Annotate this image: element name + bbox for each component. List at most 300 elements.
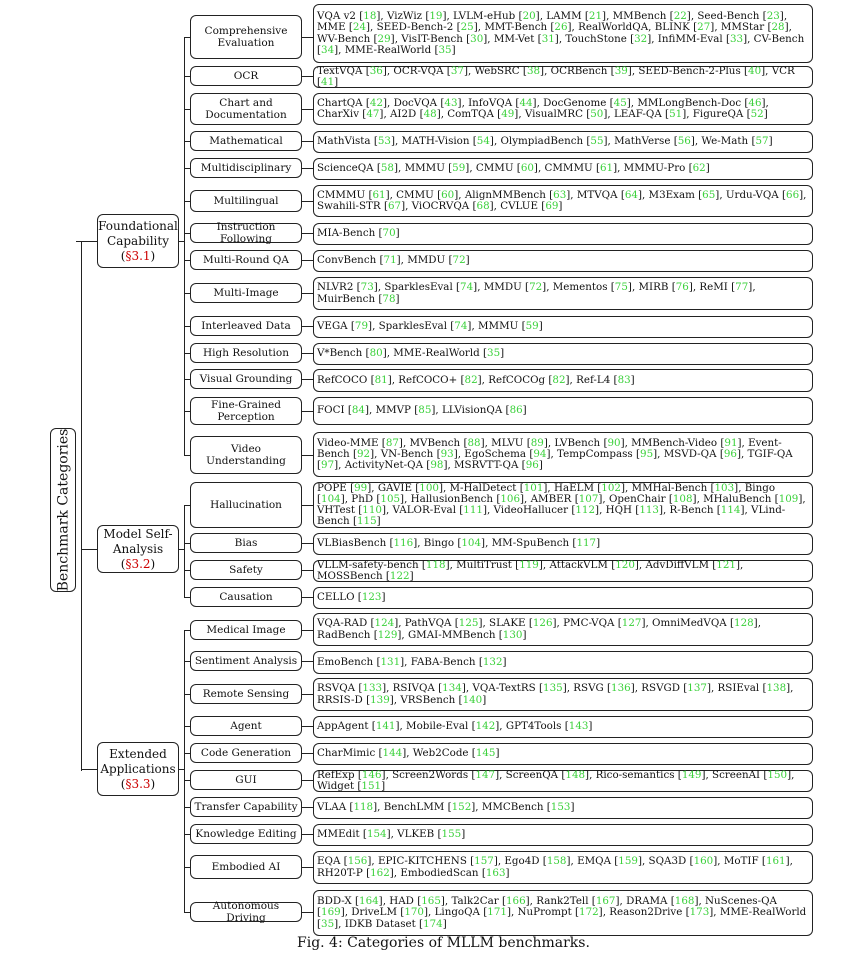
connector-line [81,241,97,242]
citation-link[interactable]: 174 [423,917,443,930]
category-node[interactable] [190,397,302,425]
category-node[interactable] [190,651,302,671]
citation-link[interactable]: 45 [613,96,627,109]
benchmark-list-text: EQA [156], EPIC-KITCHENS [157], Ego4D [158], EMQA [159], SQA3D [160], MoTIF [161], RH20T-P [162], EmbodiedScan [163] [317,855,793,879]
citation-link[interactable]: 94 [533,447,547,460]
group-section: (§3.3) [120,776,156,791]
citation-link[interactable]: 104 [321,492,341,505]
benchmark-item: RSVGD [137] [641,682,711,695]
citation-link[interactable]: 79 [354,320,369,333]
citation-link[interactable]: 110 [362,504,382,516]
category-node[interactable] [190,343,302,363]
citation-link[interactable]: 28 [771,21,785,34]
citation-link[interactable]: 96 [723,447,737,460]
citation-link[interactable]: 89 [530,436,544,449]
citation-link[interactable]: 131 [380,655,401,668]
citation-link[interactable]: 148 [565,768,586,781]
citation-link[interactable]: 154 [366,828,387,841]
benchmark-item: RefCOCO [81] [317,373,392,386]
citation-link[interactable]: 23 [766,10,780,23]
category-node[interactable] [190,66,302,86]
citation-link[interactable]: 31 [541,32,555,45]
citation-link[interactable]: 159 [618,855,638,868]
connector-line [302,326,313,327]
citation-link[interactable]: 109 [778,492,799,505]
benchmark-list [313,4,813,63]
citation-link[interactable]: 168 [674,895,695,908]
citation-link[interactable]: 164 [359,895,379,908]
benchmark-list [313,743,813,765]
citation-link[interactable]: 77 [735,281,749,294]
citation-link[interactable]: 139 [370,693,390,706]
section-ref[interactable]: §3.2 [125,556,151,571]
citation-link[interactable]: 22 [673,10,687,23]
connector-line [184,109,190,110]
citation-link[interactable]: 88 [467,436,481,449]
citation-link[interactable]: 102 [601,481,621,494]
benchmark-item: Ref-L4 [83] [576,373,635,386]
category-node[interactable] [190,620,302,640]
category-node[interactable] [190,743,302,763]
benchmark-item: VALOR-Eval [111] [392,504,487,516]
citation-link[interactable]: 95 [640,447,654,460]
benchmark-list-text [317,228,809,239]
citation-link[interactable]: 98 [430,459,444,472]
connector-line [184,543,190,544]
connector-line [302,597,313,598]
citation-link[interactable]: 82 [464,373,478,386]
citation-link[interactable]: 116 [393,537,414,550]
citation-link[interactable]: 60 [441,188,455,201]
category-label: Sentiment Analysis [194,655,298,667]
citation-link[interactable]: 149 [681,768,702,781]
citation-link[interactable]: 106 [500,492,521,505]
category-node[interactable] [190,223,302,243]
citation-link[interactable]: 125 [458,617,479,630]
citation-link[interactable]: 127 [621,617,642,630]
category-node[interactable] [190,316,302,336]
category-node[interactable] [190,684,302,704]
citation-link[interactable]: 46 [748,96,762,109]
citation-link[interactable]: 62 [692,162,706,175]
citation-link[interactable]: 132 [482,655,503,668]
citation-link[interactable]: 87 [385,436,399,449]
citation-link[interactable]: 144 [382,747,403,760]
citation-link[interactable]: 40 [748,64,762,77]
citation-link[interactable]: 118 [425,558,446,571]
connector-line [184,867,190,868]
citation-link[interactable]: 108 [672,492,693,505]
connector-line [184,753,190,754]
citation-link[interactable]: 135 [543,682,563,695]
citation-link[interactable]: 121 [716,558,736,571]
citation-link[interactable]: 165 [421,895,441,908]
category-node[interactable] [190,283,302,303]
benchmark-item: DocVQA [43] [393,96,462,109]
benchmark-list-text: TextVQA [36], OCR-VQA [37], WebSRC [38], OCRBench [39], SEED-Bench-2-Plus [40], VCR [41] [317,64,795,88]
citation-link[interactable]: 66 [786,188,800,201]
category-label: Remote Sensing [202,688,290,700]
benchmark-item: EgoSchema [94] [464,447,551,460]
connector-line [302,834,313,835]
citation-link[interactable]: 20 [522,10,536,23]
citation-link[interactable]: 21 [588,10,603,23]
citation-link[interactable]: 65 [702,188,716,201]
benchmark-item: MMBench [22] [612,10,691,23]
citation-link[interactable]: 38 [526,64,541,77]
benchmark-list-text [317,592,809,603]
citation-link[interactable]: 97 [321,459,335,472]
connector-line [184,570,190,571]
citation-link[interactable]: 33 [729,32,744,45]
citation-link[interactable]: 49 [501,108,515,120]
category-node[interactable] [190,797,302,817]
category-node[interactable] [190,131,302,151]
citation-link[interactable]: 44 [519,96,533,109]
citation-link[interactable]: 83 [617,373,631,386]
citation-link[interactable]: 122 [389,570,410,582]
benchmark-list-text: RefCOCO [81], RefCOCO+ [82], RefCOCOg [82], Ref-L4 [83] [317,373,635,386]
citation-link[interactable]: 27 [697,21,711,34]
category-node[interactable] [190,158,302,178]
citation-link[interactable]: 84 [351,404,365,417]
citation-link[interactable]: 60 [520,162,534,175]
citation-link[interactable]: 128 [734,617,754,630]
citation-link[interactable]: 80 [369,347,383,360]
benchmark-item: NuPrompt [172] [517,906,603,919]
citation-link[interactable]: 30 [470,32,484,45]
benchmark-item: InfoVQA [44] [468,96,537,109]
citation-link[interactable]: 68 [476,200,490,212]
citation-link[interactable]: 111 [463,504,483,516]
category-label: Multidisciplinary [200,162,292,174]
citation-link[interactable]: 37 [450,64,464,77]
benchmark-item: Mobile-Eval [142] [406,720,500,733]
citation-link[interactable]: 115 [357,515,377,528]
benchmark-item: HaELM [102] [553,481,625,494]
citation-link[interactable]: 35 [321,917,335,930]
benchmark-list [313,560,813,582]
citation-link[interactable]: 134 [442,682,462,695]
citation-link[interactable]: 85 [418,404,432,417]
benchmark-item: CV-Bench [34] [317,32,805,56]
group-node[interactable] [97,525,179,573]
citation-link[interactable]: 96 [525,459,539,472]
citation-link[interactable]: 93 [440,447,454,460]
citation-link[interactable]: 114 [720,504,741,516]
benchmark-item: POPE [99] [317,481,372,494]
citation-link[interactable]: 51 [669,108,683,120]
citation-link[interactable]: 140 [462,693,483,706]
citation-link[interactable]: 99 [354,481,368,494]
citation-link[interactable]: 120 [615,558,635,571]
connector-line [302,109,313,110]
benchmark-item: DRAMA [168] [626,895,699,908]
benchmark-item: Seed-Bench [23] [697,10,784,23]
citation-link[interactable]: 18 [363,10,377,23]
citation-link[interactable]: 138 [766,682,787,695]
citation-link[interactable]: 152 [451,801,472,814]
section-ref[interactable]: §3.1 [125,248,151,263]
citation-link[interactable]: 142 [475,720,496,733]
citation-link[interactable]: 171 [487,906,507,919]
citation-link[interactable]: 56 [677,135,691,148]
connector-line [184,630,185,912]
citation-link[interactable]: 72 [452,254,466,267]
citation-link[interactable]: 74 [454,320,468,333]
citation-link[interactable]: 130 [502,628,523,641]
citation-link[interactable]: 81 [374,373,388,386]
benchmark-list [313,651,813,674]
citation-link[interactable]: 73 [360,281,374,294]
citation-link[interactable]: 64 [624,188,638,201]
citation-link[interactable]: 160 [693,855,714,868]
citation-link[interactable]: 55 [590,135,604,148]
citation-link[interactable]: 104 [461,537,482,550]
citation-link[interactable]: 53 [377,135,391,148]
citation-link[interactable]: 39 [614,64,628,77]
benchmark-item: CMMMU [61] [544,162,618,175]
benchmark-item: Video-MME [87] [317,436,403,449]
citation-link[interactable]: 147 [475,768,496,781]
benchmark-item: EPIC-KITCHENS [157] [377,855,498,868]
benchmark-item: MM-SpuBench [117] [491,537,601,550]
citation-link[interactable]: 72 [529,281,543,294]
benchmark-item: ViOCRVQA [68] [411,200,494,212]
citation-link[interactable]: 105 [380,492,401,505]
citation-link[interactable]: 75 [614,281,628,294]
group-node[interactable] [97,214,179,268]
connector-line [184,411,190,412]
benchmark-item: AI2D [48] [390,108,441,120]
category-node[interactable] [190,93,302,125]
citation-link[interactable]: 136 [611,682,631,695]
benchmark-item: VisIT-Bench [30] [401,32,488,45]
citation-link[interactable]: 100 [419,481,439,494]
citation-link[interactable]: 101 [523,481,544,494]
citation-link[interactable]: 143 [568,720,589,733]
citation-link[interactable]: 113 [639,504,659,516]
citation-link[interactable]: 59 [525,320,539,333]
benchmark-item: MME-RealWorld [35] [393,347,505,360]
benchmark-list-text: MathVista [53], MATH-Vision [54], OlympiadBench [55], MathVerse [56], We-Math [57] [317,135,773,148]
category-node[interactable] [190,824,302,844]
citation-link[interactable]: 155 [441,828,462,841]
citation-link[interactable]: 119 [519,558,539,571]
category-node[interactable] [190,770,302,790]
citation-link[interactable]: 112 [575,504,596,516]
benchmark-item: MSRVTT-QA [96] [454,459,543,472]
benchmark-item: MMCBench [153] [481,801,575,814]
citation-link[interactable]: 19 [429,10,443,23]
category-node[interactable] [190,190,302,212]
citation-link[interactable]: 70 [382,227,396,240]
citation-link[interactable]: 126 [532,617,553,630]
citation-link[interactable]: 173 [689,906,710,919]
section-ref[interactable]: §3.3 [125,776,151,791]
citation-link[interactable]: 150 [767,768,788,781]
category-node[interactable] [190,716,302,736]
category-node[interactable] [190,587,302,607]
citation-link[interactable]: 32 [634,32,648,45]
citation-link[interactable]: 82 [552,373,566,386]
citation-link[interactable]: 166 [505,895,526,908]
benchmark-item: Swahili-STR [67] [317,200,406,212]
benchmark-item: FOCI [84] [317,404,369,417]
benchmark-item: EmoBench [131] [317,655,405,668]
citation-link[interactable]: 50 [590,108,604,120]
citation-link[interactable]: 61 [372,188,386,201]
benchmark-item: MultiTrust [119] [456,558,543,571]
category-node[interactable] [190,533,302,553]
benchmark-list-text: VLBiasBench [116], Bingo [104], MM-SpuBench [117] [317,537,601,550]
citation-link[interactable]: 172 [579,906,599,919]
benchmark-item: VCR [41] [317,64,795,88]
category-node[interactable] [190,436,302,474]
citation-link[interactable]: 24 [352,21,367,34]
citation-link[interactable]: 92 [357,447,371,460]
category-node[interactable] [190,482,302,528]
category-node[interactable] [190,369,302,389]
category-label: Agent [230,720,262,732]
citation-link[interactable]: 76 [675,281,689,294]
connector-line [302,505,313,506]
benchmark-item: OCR-VQA [37] [393,64,468,77]
citation-link[interactable]: 170 [404,906,424,919]
benchmark-item: Urdu-VQA [66] [725,188,804,201]
category-label: Autonomous Driving [212,900,280,924]
connector-line [302,630,313,631]
citation-link[interactable]: 163 [485,866,506,879]
citation-link[interactable]: 162 [370,866,390,879]
citation-link[interactable]: 157 [474,855,494,868]
category-node[interactable] [190,560,302,580]
citation-link[interactable]: 69 [545,200,559,212]
citation-link[interactable]: 25 [460,21,474,34]
group-title: Extended Applications [100,746,176,776]
benchmark-item: Screen2Words [147] [392,768,500,781]
citation-link[interactable]: 42 [369,96,383,109]
citation-link[interactable]: 145 [475,747,496,760]
benchmark-list-text: VLLM-safety-bench [118], MultiTrust [119], AttackVLM [120], AdvDiffVLM [121], MOSSBench [122] [317,558,744,582]
benchmark-item: PathVQA [125] [404,617,483,630]
citation-link[interactable]: 57 [755,135,769,148]
citation-link[interactable]: 61 [599,162,614,175]
citation-link[interactable]: 118 [353,801,374,814]
benchmark-item: SQA3D [160] [648,855,718,868]
connector-line [184,168,190,169]
category-label: Mathematical [209,135,283,147]
connector-line [184,455,190,456]
benchmark-item: HQH [113] [605,504,663,516]
citation-link[interactable]: 129 [377,628,398,641]
citation-link[interactable]: 26 [554,21,568,34]
citation-link[interactable]: 161 [765,855,786,868]
benchmark-item: FABA-Bench [132] [410,655,507,668]
category-node[interactable] [190,855,302,879]
category-node[interactable] [190,902,302,922]
citation-link[interactable]: 153 [550,801,571,814]
benchmark-item: ChartQA [42] [317,96,388,109]
citation-link[interactable]: 151 [361,780,382,792]
benchmark-item: VRSBench [140] [400,693,487,706]
benchmark-item: TouchStone [32] [565,32,652,45]
citation-link[interactable]: 48 [423,108,437,120]
category-node[interactable] [190,15,302,59]
benchmark-item: SparklesEval [74] [384,281,478,294]
category-node[interactable] [190,250,302,270]
benchmark-item: LLVisionQA [86] [441,404,527,417]
benchmark-item: CVLUE [69] [500,200,563,212]
benchmark-item: MOSSBench [122] [317,570,414,582]
citation-link[interactable]: 133 [362,682,383,695]
benchmark-item: OlympiadBench [55] [500,135,608,148]
citation-link[interactable]: 123 [361,591,382,604]
citation-link[interactable]: 35 [487,347,501,360]
group-title: Model Self-Analysis [103,526,173,556]
benchmark-item: LAMM [21] [546,10,607,23]
category-label: Causation [219,591,273,603]
benchmark-item: VLBiasBench [116] [317,537,418,550]
citation-link[interactable]: 91 [724,436,738,449]
benchmark-list [313,716,813,738]
citation-link[interactable]: 156 [347,855,368,868]
citation-link[interactable]: 141 [375,720,396,733]
citation-link[interactable]: 58 [380,162,394,175]
connector-line [302,694,313,695]
citation-link[interactable]: 103 [714,481,735,494]
citation-link[interactable]: 43 [444,96,458,109]
benchmark-list [313,223,813,245]
citation-link[interactable]: 59 [452,162,466,175]
citation-link[interactable]: 63 [553,188,567,201]
benchmark-list-text: CMMMU [61], CMMU [60], AlignMMBench [63], MTVQA [64], M3Exam [65], Urdu-VQA [66], Swahili-STR [67], ViOCRVQA [68], CVLUE [69] [317,188,807,212]
citation-link[interactable]: 78 [382,292,396,305]
group-node[interactable] [97,742,179,796]
citation-link[interactable]: 47 [366,108,380,120]
benchmark-item: AppAgent [141] [317,720,400,733]
benchmark-item: MTVQA [64] [576,188,642,201]
benchmark-item: DriveLM [170] [351,906,429,919]
citation-link[interactable]: 67 [387,200,402,212]
benchmark-item: V*Bench [80] [317,347,387,360]
citation-link[interactable]: 124 [374,617,395,630]
category-label: OCR [233,70,259,82]
connector-line [184,505,190,506]
citation-link[interactable]: 54 [476,135,490,148]
benchmark-list [313,432,813,477]
citation-link[interactable]: 52 [750,108,764,120]
citation-link[interactable]: 36 [369,64,383,77]
citation-link[interactable]: 41 [321,76,335,88]
citation-link[interactable]: 169 [321,906,341,919]
citation-link[interactable]: 137 [687,682,707,695]
citation-link[interactable]: 117 [576,537,597,550]
citation-link[interactable]: 74 [460,281,474,294]
citation-link[interactable]: 107 [578,492,599,505]
benchmark-item: Rico-semantics [149] [595,768,706,781]
citation-link[interactable]: 90 [607,436,621,449]
citation-link[interactable]: 35 [438,43,452,56]
citation-link[interactable]: 158 [546,855,567,868]
citation-link[interactable]: 167 [595,895,616,908]
citation-link[interactable]: 34 [321,43,335,56]
citation-link[interactable]: 86 [509,404,523,417]
citation-link[interactable]: 29 [377,32,391,45]
benchmark-item: EQA [156] [317,855,372,868]
citation-link[interactable]: 71 [383,254,397,267]
citation-link[interactable]: 146 [361,768,382,781]
